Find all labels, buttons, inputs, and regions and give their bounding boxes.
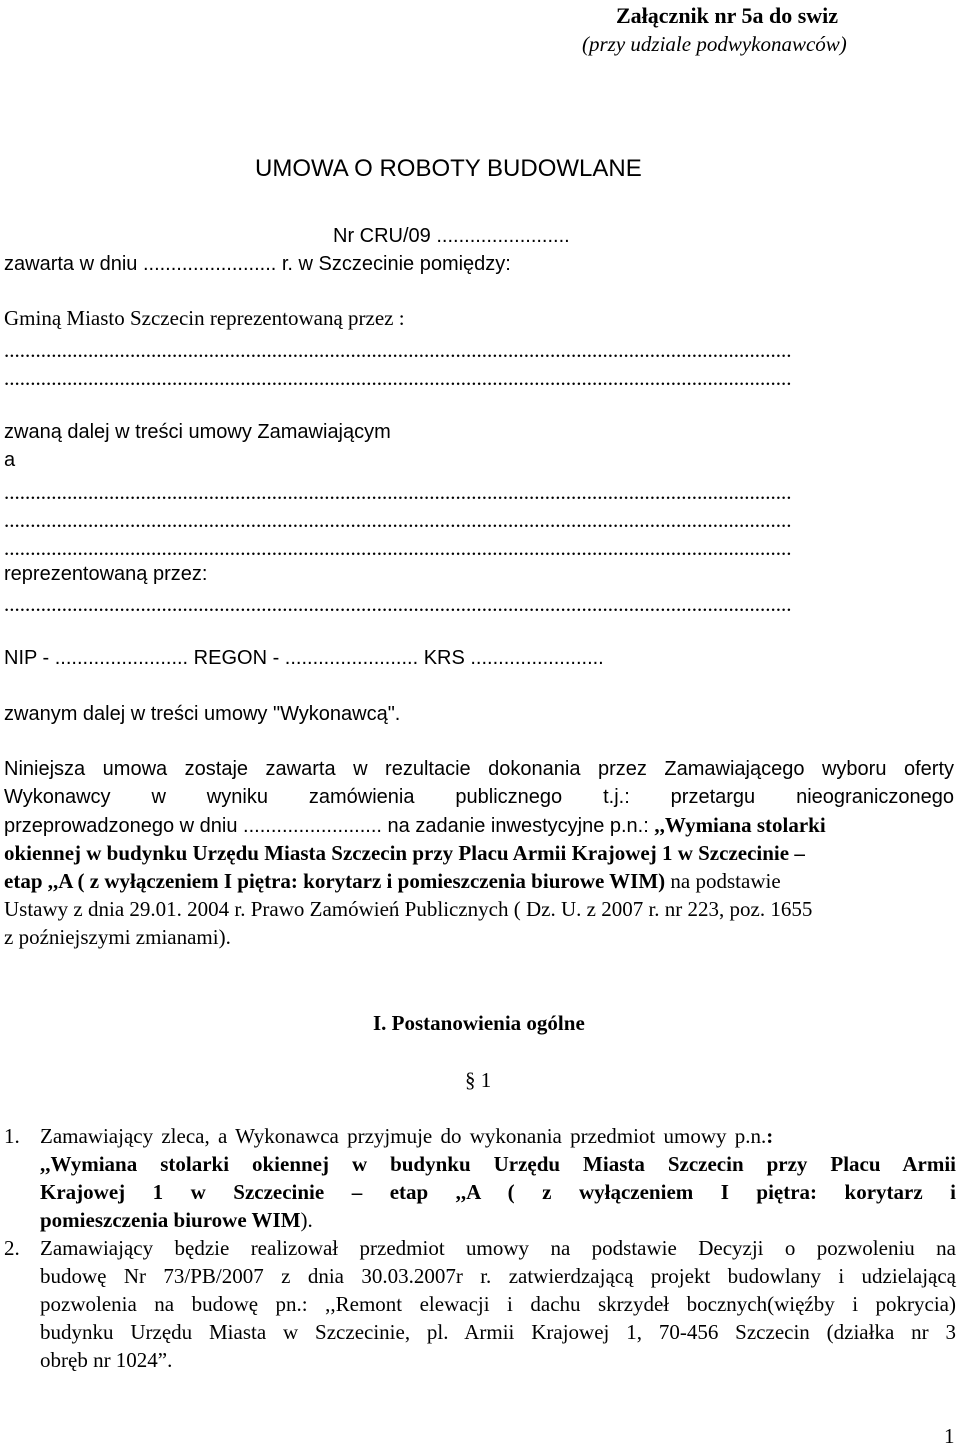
dotted-line: ......................................................................................................................................................	[4, 592, 792, 616]
section-title: I. Postanowienia ogólne	[373, 1011, 585, 1035]
dotted-line: ......................................................................................................................................................	[4, 480, 792, 504]
contract-number: Nr CRU/09 ........................	[333, 225, 570, 247]
item-text: Zamawiający będzie realizował przedmiot umowy na podstawie Decyzji o pozwoleniu na	[40, 1236, 956, 1260]
page-number: 1	[944, 1424, 955, 1448]
party1-called: zwaną dalej w treści umowy Zamawiającym	[4, 421, 391, 443]
item-text: budowę Nr 73/PB/2007 z dnia 30.03.2007r r. zatwierdzającą projekt budowlany i udzielającą	[40, 1264, 956, 1288]
party2-called: zwanym dalej w treści umowy "Wykonawcą".	[4, 703, 401, 725]
item-text: budynku Urzędu Miasta w Szczecinie, pl. Armii Krajowej 1, 70-456 Szczecin (działka nr 3	[40, 1320, 956, 1344]
item-text: Zamawiający zleca, a Wykonawca przyjmuje do wykonania przedmiot umowy p.n.	[40, 1124, 767, 1148]
party1-line: Gminą Miasto Szczecin reprezentowaną przez :	[4, 306, 405, 330]
annex-title: Załącznik nr 5a do swiz	[616, 3, 839, 28]
item-text: ).	[300, 1208, 313, 1232]
item-text: pozwolenia na budowę pn.: ,,Remont elewacji i dachu skrzydeł bocznych(więźby i pokrycia)	[40, 1292, 956, 1316]
paragraph-mark: § 1	[465, 1068, 492, 1092]
dotted-line: ......................................................................................................................................................	[4, 338, 792, 362]
intro-line	[4, 867, 781, 895]
represented-by: reprezentowaną przez:	[4, 563, 208, 585]
intro-subject: etap ,,A ( z wyłączeniem I piętra: korytarz i pomieszczenia biurowe WIM)	[4, 869, 666, 893]
intro-text: na podstawie	[665, 869, 781, 893]
annex-subtitle: (przy udziale podwykonawców)	[582, 32, 847, 56]
item-number: 1.	[4, 1124, 20, 1148]
intro-line	[4, 811, 826, 840]
intro-text: Niniejsza umowa zostaje zawarta w rezultacie dokonania przez Zamawiającego wyboru oferty	[4, 758, 954, 780]
intro-text: z poźniejszymi zmianami).	[4, 925, 231, 949]
item-line	[40, 1206, 313, 1234]
dotted-line: ......................................................................................................................................................	[4, 508, 792, 532]
item-subject: pomieszczenia biurowe WIM	[40, 1208, 301, 1232]
contract-heading: UMOWA O ROBOTY BUDOWLANE	[255, 155, 642, 182]
item-text: :	[766, 1124, 774, 1148]
item-subject: Krajowej 1 w Szczecinie – etap ,,A ( z wyłączeniem I piętra: korytarz i	[40, 1180, 956, 1204]
item-line	[40, 1122, 773, 1150]
intro-text: Ustawy z dnia 29.01. 2004 r. Prawo Zamówień Publicznych ( Dz. U. z 2007 r. nr 223, poz. 1655	[4, 897, 813, 921]
intro-subject: ,,Wymiana stolarki	[654, 813, 826, 837]
item-text: obręb nr 1024”.	[40, 1348, 173, 1372]
intro-text: przeprowadzonego w dniu ......................... na zadanie inwestycyjne p.n.:	[4, 815, 655, 837]
and-conjunction: a	[4, 449, 16, 471]
dotted-line: ......................................................................................................................................................	[4, 536, 792, 560]
intro-subject: okiennej w budynku Urzędu Miasta Szczecin przy Placu Armii Krajowej 1 w Szczecinie –	[4, 841, 805, 865]
company-ids: NIP - ........................ REGON - ........................ KRS ........................	[4, 647, 604, 669]
item-subject: ,,Wymiana stolarki okiennej w budynku Urzędu Miasta Szczecin przy Placu Armii	[40, 1152, 956, 1176]
intro-line	[4, 755, 954, 783]
intro-text: Wykonawcy w wyniku zamówienia publicznego t.j.: przetargu nieograniczonego	[4, 786, 954, 808]
intro-line	[4, 783, 954, 811]
item-number: 2.	[4, 1236, 20, 1260]
dotted-line: ......................................................................................................................................................	[4, 366, 792, 390]
contract-concluded: zawarta w dniu ........................ r. w Szczecinie pomiędzy:	[4, 253, 511, 275]
